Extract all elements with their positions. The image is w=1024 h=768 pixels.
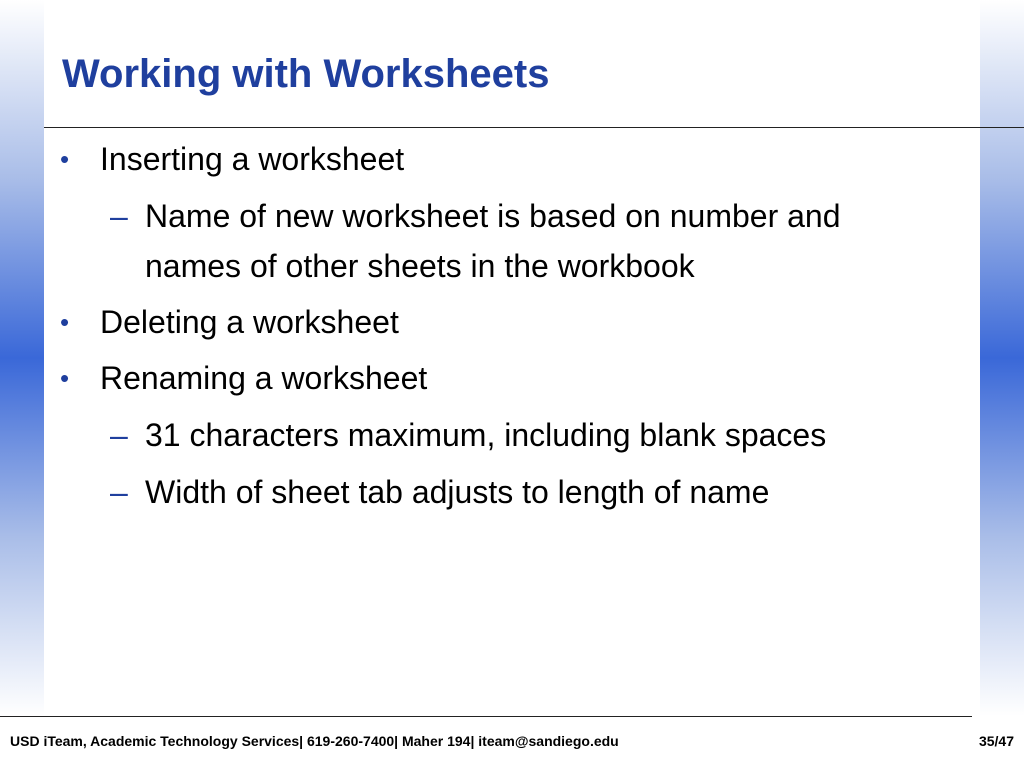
sub-bullet-text: Width of sheet tab adjusts to length of name	[145, 474, 770, 510]
left-decorative-bar	[0, 0, 44, 716]
sub-bullet-text: Name of new worksheet is based on number and names of other sheets in the workbook	[145, 198, 841, 284]
bullet-marker: •	[60, 144, 70, 174]
bullet-text: Renaming a worksheet	[100, 360, 428, 396]
bullet-marker: •	[60, 307, 70, 337]
slide-title: Working with Worksheets	[62, 52, 550, 96]
sub-bullet-item	[58, 467, 938, 517]
bullet-marker: •	[60, 363, 70, 393]
right-decorative-bar	[980, 0, 1024, 716]
sub-bullet-item	[58, 410, 938, 460]
footer-contact-info: USD iTeam, Academic Technology Services| 619-260-7400| Maher 194| iteam@sandiego.edu	[10, 733, 619, 749]
sub-bullet-item	[58, 191, 938, 291]
page-number: 35/47	[978, 733, 1014, 749]
sub-bullet-text: 31 characters maximum, including blank spaces	[145, 417, 827, 453]
bullet-text: Deleting a worksheet	[100, 304, 399, 340]
bullet-item	[58, 297, 938, 347]
dash-marker: –	[110, 474, 128, 510]
dash-marker: –	[110, 417, 128, 453]
dash-marker: –	[110, 198, 128, 234]
footer-divider	[0, 716, 972, 717]
bullet-list	[58, 128, 938, 517]
bullet-item	[58, 353, 938, 403]
bullet-item	[58, 134, 938, 184]
bullet-text: Inserting a worksheet	[100, 141, 405, 177]
